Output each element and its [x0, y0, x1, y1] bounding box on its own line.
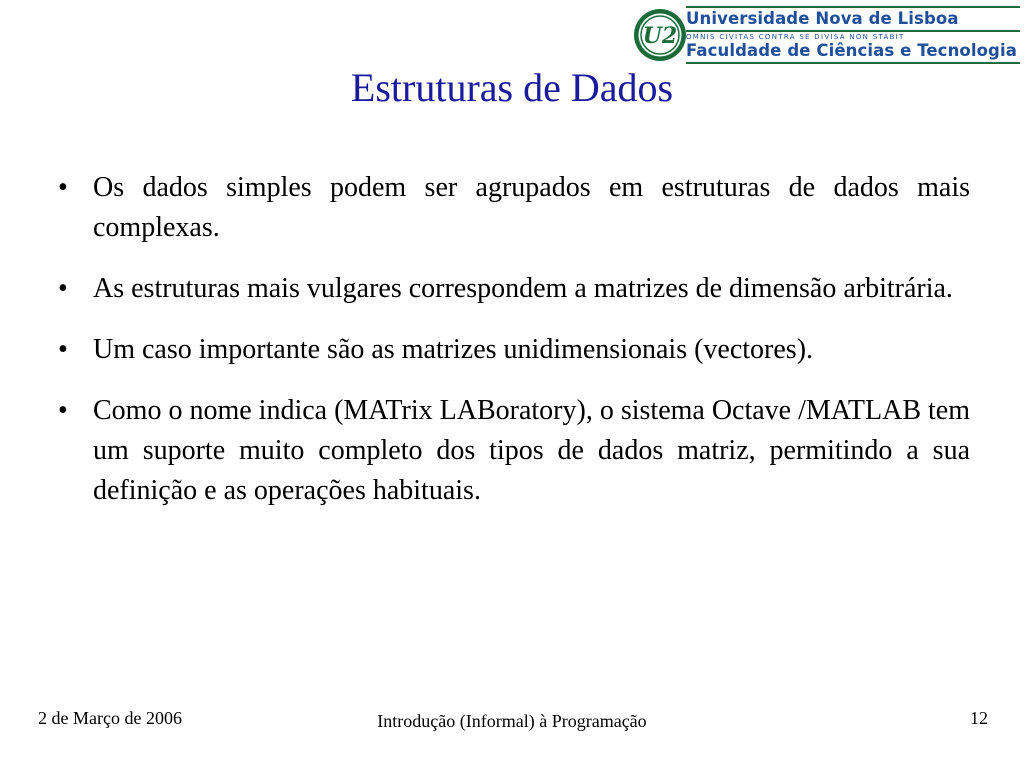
university-seal-icon	[633, 8, 687, 62]
university-logo	[630, 4, 1020, 64]
logo-university-name: Universidade Nova de Lisboa	[686, 9, 959, 28]
logo-faculty-name: Faculdade de Ciências e Tecnologia	[686, 41, 1017, 60]
bullet-marker: •	[58, 395, 68, 426]
bullet-text: Como o nome indica (MATrix LABoratory), o sistema Octave /MATLAB tem um suporte muito completo dos tipos de dados matriz, permitindo a sua definição e as operações habituais.	[93, 395, 970, 506]
bullet-text: Um caso importante são as matrizes unidimensionais (vectores).	[93, 334, 814, 365]
bullet-item	[58, 391, 970, 511]
svg-text:U2: U2	[642, 23, 678, 49]
logo-motto: OMNIS CIVITAS CONTRA SE DIVISA NON STABIT	[686, 32, 905, 41]
bullet-item	[58, 330, 970, 370]
bullet-marker: •	[58, 273, 68, 304]
bullet-item	[58, 269, 970, 309]
bullet-text: As estruturas mais vulgares correspondem a matrizes de dimensão arbitrária.	[93, 273, 953, 304]
footer-title: Introdução (Informal) à Programação	[377, 711, 647, 731]
bullet-marker: •	[58, 334, 68, 365]
bullet-item	[58, 168, 970, 248]
bullet-list	[58, 168, 970, 532]
slide-title: Estruturas de Dados	[350, 65, 674, 110]
bullet-marker: •	[58, 172, 68, 203]
footer-date: 2 de Março de 2006	[38, 708, 182, 728]
logo-wordmark	[686, 4, 1020, 64]
logo-rule-top	[686, 6, 1020, 8]
page-number: 12	[970, 708, 988, 728]
bullet-text: Os dados simples podem ser agrupados em estruturas de dados mais complexas.	[93, 172, 970, 243]
